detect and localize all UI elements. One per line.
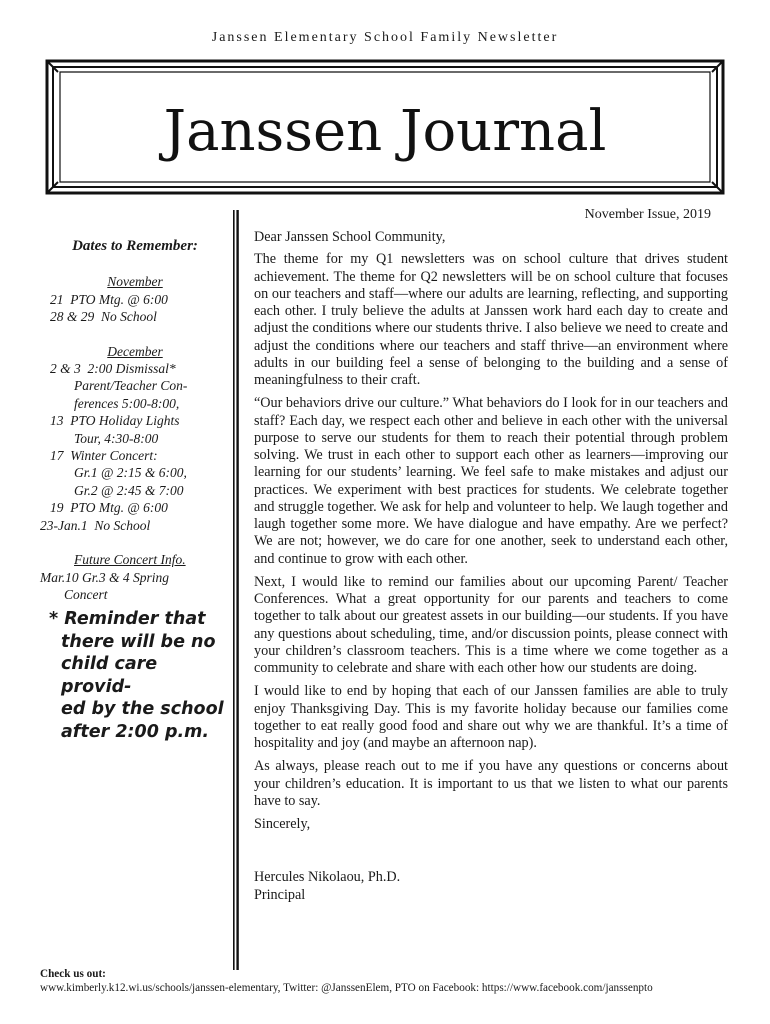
event-date: 17 [50, 448, 64, 464]
event-text: 2:00 Dismissal* [87, 361, 176, 377]
future-concert-heading: Future Concert Info. [74, 552, 186, 568]
event-item [40, 308, 230, 325]
reminder-line: there will be no [61, 631, 216, 652]
event-continuation: Parent/Teacher Con- [74, 378, 188, 394]
event-date: 28 & 29 [50, 309, 95, 325]
letter-greeting: Dear Janssen School Community, [254, 229, 446, 245]
event-date: 13 [50, 413, 64, 429]
event-text: PTO Holiday Lights [70, 413, 180, 429]
column-divider [233, 210, 239, 970]
event-item [40, 291, 230, 308]
event-item [40, 499, 230, 516]
event-continuation: Gr.1 @ 2:15 & 6:00, [74, 465, 187, 481]
month-label-december: December [107, 343, 163, 359]
future-concert-line: Mar.10 Gr.3 & 4 Spring [40, 569, 170, 585]
reminder-line: child care provid- [61, 654, 158, 697]
childcare-reminder [49, 608, 229, 743]
masthead-banner [44, 58, 726, 196]
reminder-line: ed by the school [61, 699, 224, 719]
future-concert-line: Concert [64, 586, 108, 602]
month-label-november: November [107, 274, 163, 290]
letter-paragraph: Next, I would like to remind our families about our upcoming Parent/ Teacher Conferences. What a great opportunity for our parents and teachers to come together to talk about our greatest assets in our building—our students. If you have any questions about scheduling, time, and/or discussion points, please connect with your children’s classroom teachers. This is a time where we come together as a community to celebrate and share with each other how our students are doing. [254, 573, 728, 676]
newsletter-title: Janssen Journal [163, 99, 607, 164]
newsletter-tagline: Janssen Elementary School Family Newsletter [211, 30, 559, 45]
reminder-line: * Reminder that [49, 609, 206, 629]
principal-letter [254, 229, 728, 904]
signature-title: Principal [254, 886, 306, 903]
letter-closing: Sincerely, [254, 816, 311, 832]
letter-paragraph: I would like to end by hoping that each of our Janssen families are able to truly enjoy Thanksgiving Day. This is my favorite holiday because our families come together to eat really good food and share out why we are thankful. It’s a time of hospitality and joy (and maybe an afternoon nap). [254, 683, 728, 751]
letter-paragraph: As always, please reach out to me if you have any questions or concerns about your children’s education. It is important to us that we listen to what our parents have to say. [254, 758, 728, 809]
event-text: Winter Concert: [70, 448, 158, 464]
event-continuation: ferences 5:00-8:00, [74, 395, 180, 411]
event-text: No School [94, 517, 151, 533]
dates-sidebar [40, 230, 230, 603]
issue-date: November Issue, 2019 [584, 207, 711, 222]
signature-name: Hercules Nikolaou, Ph.D. [254, 869, 401, 886]
event-item [40, 412, 230, 447]
event-date: 19 [50, 500, 64, 516]
event-item [40, 517, 230, 534]
event-date: 2 & 3 [50, 361, 81, 377]
letter-paragraph: “Our behaviors drive our culture.” What behaviors do I look for in our teachers and staff? Each day, we respect each other and believe in each other with the universal purpose to serve our students for them to reach their potential through problem solving. We trust in each other to support each other as learners—improving our learning for our students’ learning. We feel safe to make mistakes and adjust our practices. We experiment with best practices for students. We celebrate together and struggle together. We ask for help and volunteer to help. We laugh together and laugh together some more. We have dialogue and have empathy. Are we perfect? We are not; however, we do care for one another, seek to understand each other, and continue to grow with each other. [254, 395, 728, 567]
footer-heading: Check us out: [40, 968, 106, 980]
event-item [40, 360, 230, 412]
letter-paragraph: The theme for my Q1 newsletters was on school culture that drives student achievement. The theme for Q2 newsletters will be on school culture that focuses on our teachers and staff—where our adults are learning, reflecting, and supporting each other. I truly believe the adults at Janssen work hard each day to create and adjust the conditions where our students thrive. I also believe we need to create and adjust the conditions where our teachers and staff thrive—an environment where adults in our building feel a sense of belonging to the building and a sense of meaningfulness to their craft. [254, 251, 728, 388]
event-text: PTO Mtg. @ 6:00 [70, 291, 168, 307]
event-item [40, 447, 230, 499]
sidebar-title: Dates to Remember: [72, 238, 198, 254]
event-continuation: Gr.2 @ 2:45 & 7:00 [74, 482, 184, 498]
event-text: No School [101, 309, 157, 325]
event-continuation: Tour, 4:30-8:00 [74, 430, 159, 446]
footer [40, 967, 760, 995]
footer-links[interactable]: www.kimberly.k12.wi.us/schools/janssen-elementary, Twitter: @JanssenElem, PTO on Facebook: https://www.facebook.com/janssenpto [40, 982, 653, 994]
event-date: 23-Jan.1 [40, 517, 88, 533]
event-date: 21 [50, 291, 64, 307]
reminder-line: after 2:00 p.m. [61, 721, 210, 742]
event-text: PTO Mtg. @ 6:00 [70, 500, 168, 516]
